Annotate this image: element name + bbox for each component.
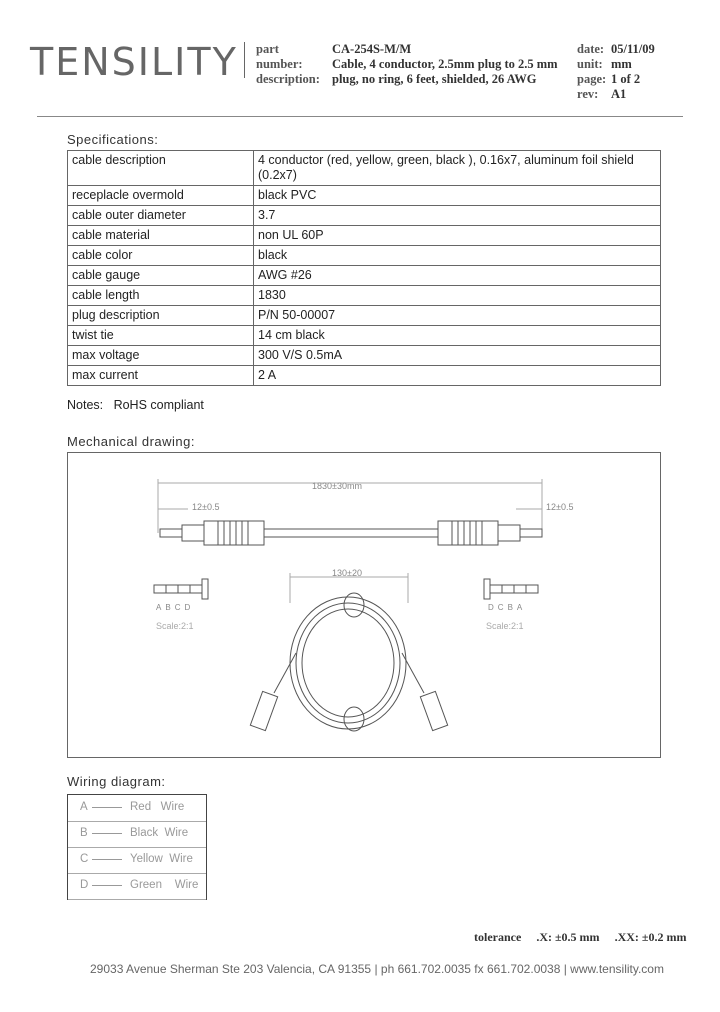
header-values-left bbox=[332, 42, 572, 87]
wiring-pin: C bbox=[80, 853, 89, 865]
pin-letter: B bbox=[507, 603, 517, 612]
unit-value: mm bbox=[611, 57, 632, 71]
coil-plug-right bbox=[420, 691, 447, 730]
spec-key: cable outer diameter bbox=[68, 206, 254, 226]
wiring-wire: Green Wire bbox=[130, 879, 199, 891]
page-value: 1 of 2 bbox=[611, 72, 641, 86]
footer-address: 29033 Avenue Sherman Ste 203 Valencia, CA 91355 | ph 661.702.0035 fx 661.702.0038 | www.tensility.com bbox=[90, 962, 664, 976]
description-line1: Cable, 4 conductor, 2.5mm plug to 2.5 mm bbox=[332, 57, 558, 71]
spec-key: max voltage bbox=[68, 346, 254, 366]
coil-plug-left bbox=[250, 691, 277, 730]
tolerance bbox=[474, 930, 686, 945]
cable-coil-inner bbox=[302, 609, 394, 717]
tolerance-xx: .XX: ±0.2 mm bbox=[614, 930, 687, 944]
mechanical-drawing bbox=[67, 452, 661, 758]
spec-value: P/N 50-00007 bbox=[254, 306, 661, 326]
overall-length-label: 1830±30mm bbox=[312, 481, 362, 491]
spec-value: black PVC bbox=[254, 186, 661, 206]
pin-letter: D bbox=[184, 603, 195, 612]
spec-value: 2 A bbox=[254, 366, 661, 386]
spec-row bbox=[68, 366, 661, 386]
spec-row bbox=[68, 286, 661, 306]
notes bbox=[67, 398, 204, 412]
left-overmold bbox=[204, 521, 264, 545]
spec-value: non UL 60P bbox=[254, 226, 661, 246]
page-label: page: bbox=[577, 72, 607, 86]
pins-left bbox=[156, 603, 194, 612]
pin-letter: D bbox=[488, 603, 498, 612]
pin-letter: C bbox=[497, 603, 508, 612]
spec-value: AWG #26 bbox=[254, 266, 661, 286]
spec-key: cable gauge bbox=[68, 266, 254, 286]
date-label: date: bbox=[577, 42, 605, 56]
scale-right-label: Scale:2:1 bbox=[486, 621, 524, 631]
specifications-table bbox=[67, 150, 661, 386]
spec-value: black bbox=[254, 246, 661, 266]
right-plug-body bbox=[498, 525, 520, 541]
wiring-connector-line bbox=[92, 833, 122, 834]
header-labels-left bbox=[256, 42, 326, 87]
spec-value: 3.7 bbox=[254, 206, 661, 226]
pin-letter: C bbox=[174, 603, 185, 612]
coil-width-label: 130±20 bbox=[332, 568, 362, 578]
wiring-pin: D bbox=[80, 879, 89, 891]
left-plug-tip bbox=[160, 529, 182, 537]
wiring-wire: Yellow Wire bbox=[130, 853, 193, 865]
rev-label: rev: bbox=[577, 87, 599, 101]
wiring-wire: Red Wire bbox=[130, 801, 185, 813]
spec-row bbox=[68, 186, 661, 206]
spec-row bbox=[68, 346, 661, 366]
wiring-diagram-title: Wiring diagram: bbox=[67, 774, 166, 789]
unit-label: unit: bbox=[577, 57, 603, 71]
spec-row bbox=[68, 226, 661, 246]
wiring-pin: B bbox=[80, 827, 88, 839]
spec-key: receplacle overmold bbox=[68, 186, 254, 206]
right-overmold bbox=[438, 521, 498, 545]
spec-row bbox=[68, 206, 661, 226]
pin-detail-right bbox=[484, 579, 490, 599]
wiring-row bbox=[68, 873, 206, 900]
description-label: description: bbox=[256, 72, 320, 86]
part-number: CA-254S-M/M bbox=[332, 42, 412, 56]
spec-key: cable material bbox=[68, 226, 254, 246]
wiring-wire: Black Wire bbox=[130, 827, 189, 839]
spec-key: cable color bbox=[68, 246, 254, 266]
wiring-connector-line bbox=[92, 885, 122, 886]
company-logo: TENSILITY bbox=[30, 40, 238, 84]
left-plug-body bbox=[182, 525, 204, 541]
wiring-row bbox=[68, 795, 206, 822]
plug-length-left-label: 12±0.5 bbox=[192, 502, 220, 512]
pin-letter: A bbox=[516, 603, 527, 612]
wiring-pin: A bbox=[80, 801, 88, 813]
specifications-title: Specifications: bbox=[67, 132, 159, 147]
pin-letter: A bbox=[156, 603, 166, 612]
wiring-row bbox=[68, 821, 206, 848]
pin-letter: B bbox=[165, 603, 175, 612]
spec-value: 1830 bbox=[254, 286, 661, 306]
spec-key: twist tie bbox=[68, 326, 254, 346]
notes-text: RoHS compliant bbox=[113, 398, 204, 412]
tolerance-label: tolerance bbox=[474, 930, 522, 944]
wiring-diagram bbox=[67, 794, 207, 900]
wiring-row bbox=[68, 847, 206, 874]
pins-right bbox=[488, 603, 526, 612]
coil-lead-left bbox=[274, 653, 296, 693]
mechanical-drawing-title: Mechanical drawing: bbox=[67, 434, 196, 449]
spec-key: max current bbox=[68, 366, 254, 386]
wiring-connector-line bbox=[92, 859, 122, 860]
logo-divider bbox=[244, 42, 245, 78]
part-number-label: part number: bbox=[256, 42, 303, 71]
spec-key: cable description bbox=[68, 151, 254, 186]
rev-value: A1 bbox=[611, 87, 627, 101]
spec-row bbox=[68, 151, 661, 186]
description-line2: plug, no ring, 6 feet, shielded, 26 AWG bbox=[332, 72, 537, 86]
spec-key: plug description bbox=[68, 306, 254, 326]
date-value: 05/11/09 bbox=[611, 42, 655, 56]
spec-row bbox=[68, 266, 661, 286]
spec-row bbox=[68, 326, 661, 346]
tolerance-x: .X: ±0.5 mm bbox=[536, 930, 600, 944]
twist-tie-bottom bbox=[344, 707, 364, 731]
notes-label: Notes: bbox=[67, 398, 104, 412]
spec-value: 14 cm black bbox=[254, 326, 661, 346]
wiring-connector-line bbox=[92, 807, 122, 808]
spec-key: cable length bbox=[68, 286, 254, 306]
spec-row bbox=[68, 306, 661, 326]
header-rule bbox=[37, 116, 683, 117]
header-values-right bbox=[611, 42, 681, 102]
right-plug-tip bbox=[520, 529, 542, 537]
scale-left-label: Scale:2:1 bbox=[156, 621, 194, 631]
spec-row bbox=[68, 246, 661, 266]
spec-value: 300 V/S 0.5mA bbox=[254, 346, 661, 366]
spec-value: 4 conductor (red, yellow, green, black ), 0.16x7, aluminum foil shield (0.2x7) bbox=[254, 151, 661, 186]
plug-length-right-label: 12±0.5 bbox=[546, 502, 574, 512]
